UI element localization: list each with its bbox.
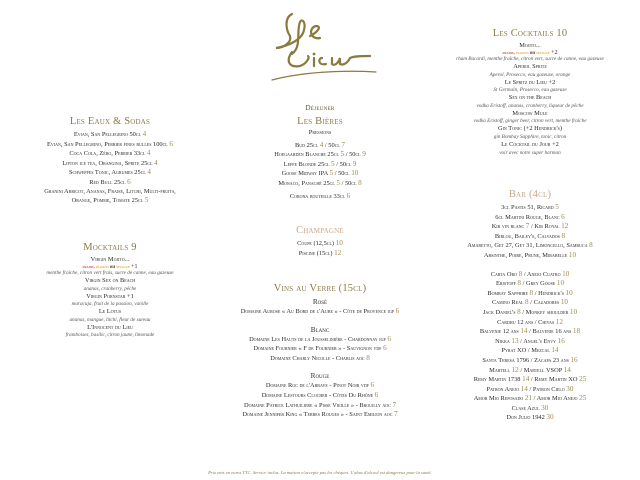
- price: 10: [568, 250, 577, 259]
- cocktail-name: Sex on the Beach: [508, 94, 552, 102]
- bar-item: [420, 289, 640, 299]
- price: 5: [555, 203, 559, 211]
- item-text: ou: [109, 264, 115, 270]
- price: 7: [525, 222, 530, 231]
- item-text: / 50cl: [334, 160, 352, 168]
- price: 5: [144, 196, 149, 205]
- price: 8: [589, 241, 593, 250]
- item-text: Corona bouteille 33cl: [289, 192, 345, 200]
- item-text: fraise,: [502, 50, 515, 56]
- price: 30: [546, 413, 554, 422]
- item-text: / Hendrick's: [533, 289, 564, 297]
- eaux-item: [0, 178, 220, 188]
- cocktail-name: Aperol Spritz: [513, 63, 547, 71]
- item-text: Domaine Charly Nicolle - Chablis aoc: [270, 354, 365, 362]
- price: 9: [352, 159, 357, 168]
- bar-item: [420, 308, 640, 318]
- item-text: / Balvenie 16 ans: [527, 328, 572, 336]
- item-text: 6cl Martini Rouge, Blanc: [495, 213, 560, 221]
- vin-item: [200, 307, 440, 317]
- item-text: Schweppes Tonic, Agrumes 25cl: [68, 169, 146, 177]
- item-text: Santa Teresa 1796 / Zacapa 23 ans: [482, 356, 569, 364]
- price: 6: [383, 344, 387, 353]
- price: 8: [529, 288, 534, 297]
- price: 14: [520, 327, 528, 336]
- price: 12: [561, 222, 569, 231]
- mocktail-desc: ananas, cranberry, pêche: [83, 285, 137, 292]
- price: 8: [358, 178, 362, 187]
- item-text: Absinthe, Poire, Prune, Mirabelle: [483, 251, 568, 259]
- eaux-item: [0, 168, 220, 178]
- bar-item: [420, 298, 640, 308]
- item-text: / Anejo Cuatro: [522, 270, 561, 278]
- price: 12: [334, 248, 342, 257]
- champagne-item: [220, 239, 420, 249]
- item-text: Monaco, Panaché 25cl: [278, 179, 335, 187]
- cocktail-name: Moscow Mule: [512, 109, 548, 117]
- item-text: Martell: [489, 366, 510, 374]
- bar-item: [420, 413, 640, 423]
- item-text: Bud 25cl: [294, 141, 319, 149]
- price: 5: [329, 169, 334, 178]
- cocktail-name: Le Cocktail du Jour +2: [501, 141, 559, 149]
- price: 14: [551, 346, 559, 355]
- item-text: +1: [131, 263, 138, 270]
- item-text: Domaine Lestours Clocher - Côtes Du Rhône: [261, 391, 374, 399]
- price: 14: [563, 365, 571, 374]
- cocktails-title: Les Cocktails 10: [492, 28, 568, 39]
- item-text: / Amor Mio Anejo: [532, 395, 578, 403]
- mocktail-name: Virgin Mojito...: [90, 256, 130, 263]
- price: 6: [346, 191, 351, 200]
- price: 30: [541, 403, 549, 412]
- item-text: Lipton ice tea, Orangina, Sprite 25cl: [62, 159, 153, 167]
- item-text: Pyrat XO / Mezcal: [501, 347, 550, 355]
- eaux-item: [0, 130, 220, 140]
- price: 4: [147, 168, 152, 177]
- item-text: / Kir Royal: [529, 223, 560, 231]
- logo: [262, 6, 378, 86]
- item-text: Amor Mio Reposado: [473, 395, 524, 403]
- bar-item: [420, 404, 640, 414]
- vin-item: [200, 335, 440, 345]
- price: 25: [579, 394, 587, 403]
- cocktail-desc: Aperol, Prosecco, eau gazeuse, orange: [489, 71, 571, 78]
- biere-item: [220, 150, 420, 160]
- price: 8: [518, 269, 523, 278]
- price: 6: [127, 177, 131, 186]
- item-text: Coca Cola, Zéro, Perrier 33cl: [69, 150, 146, 158]
- eaux-item: [0, 196, 220, 206]
- logo-subtitle-text: Déjeuner: [305, 104, 335, 112]
- price: 4: [154, 158, 158, 167]
- bar-item: [420, 232, 640, 242]
- price: 10: [569, 307, 578, 316]
- bar-item: [420, 327, 640, 337]
- item-text: passion: [95, 264, 109, 270]
- price: 7: [393, 410, 398, 419]
- cocktail-desc: gin Bombay Sapphire, tonic, citron: [493, 134, 567, 141]
- price: 12: [555, 317, 563, 326]
- item-text: / 50cl: [323, 141, 340, 149]
- item-text: +2: [551, 49, 558, 56]
- item-text: Domaine Patrice Lathuiliere « Pisse Vieille » - Brouilly aoc: [243, 401, 391, 409]
- vin-item: [200, 401, 440, 411]
- item-text: Kir vin blanc: [491, 223, 525, 231]
- champagne-title: Champagne: [296, 225, 344, 236]
- price: 16: [570, 355, 578, 364]
- item-text: / Angel's Envy: [518, 337, 557, 345]
- item-text: / Grey Goose: [521, 280, 556, 288]
- price: 5: [336, 178, 340, 187]
- item-text: Clase Azul: [511, 404, 540, 412]
- mocktail-name: Le Lotus: [98, 308, 122, 316]
- eaux-item: [0, 159, 220, 169]
- item-text: 3cl Pastis 51, Ricard: [501, 204, 554, 211]
- mocktail-desc: menthe fraîche, citron vert frais, sucre de canne, eau gazeuse: [46, 270, 174, 277]
- cocktail-desc: rhum Bacardi, menthe fraîche, citron vert, sucre de canne, eau gazeuse: [456, 56, 604, 63]
- eaux-section: [0, 116, 220, 206]
- bar-item: [420, 203, 640, 213]
- vins-group-label: Blanc: [310, 325, 330, 334]
- bar-item: [420, 241, 640, 251]
- bar-item: [420, 213, 640, 223]
- bar-item: [420, 270, 640, 280]
- item-text: passion: [515, 50, 529, 56]
- bar-title: Bar (4cl): [508, 189, 552, 200]
- mocktails-section: [0, 242, 220, 338]
- biere-item: [220, 141, 420, 151]
- item-text: / 50cl: [339, 179, 357, 187]
- bar-item: [420, 375, 640, 385]
- cocktail-desc: vodka Eristoff, ananas, cranberry, liqueur de pêche: [476, 102, 584, 109]
- price: 10: [335, 239, 343, 247]
- item-text: Domaine Les Hauts de la Jousselinière - Chardonnay igp: [249, 335, 386, 343]
- item-text: Nikka: [495, 337, 510, 345]
- item-text: mangue: [116, 264, 130, 270]
- bieres-subtitle: Pressions: [308, 129, 332, 136]
- eaux-item: [0, 188, 220, 197]
- price: 9: [362, 150, 366, 159]
- price: 12: [511, 365, 519, 374]
- price: 21: [524, 394, 533, 403]
- vins-section: [200, 283, 440, 420]
- item-text: Amaretto, Get 27, Get 31, Limoncello, Sambuca: [467, 242, 588, 250]
- item-text: Orange, Pomme, Tomate 25cl: [71, 197, 144, 205]
- item-text: Red Bull 25cl: [89, 178, 126, 186]
- item-text: / 50cl: [333, 170, 350, 178]
- item-text: Coupe (12,5cl): [297, 240, 335, 247]
- vins-group-label: Rouge: [310, 372, 330, 381]
- item-text: Goose Midway IPA: [281, 170, 328, 178]
- bar-item: [420, 222, 640, 232]
- price: 10: [562, 269, 570, 278]
- item-text: fraise,: [82, 264, 95, 270]
- price: 7: [392, 400, 397, 409]
- price: 7: [341, 140, 346, 149]
- price: 8: [561, 231, 566, 240]
- cocktail-desc: vodka Eristoff, ginger beer, citron vert, menthe fraîche: [473, 118, 587, 125]
- price: 8: [366, 353, 370, 362]
- bar-item: [420, 337, 640, 347]
- item-text: Domaine Aurose « Au Bord de l'Aube » - Côte de Provence igp: [240, 308, 395, 315]
- item-text: ou: [529, 50, 535, 56]
- mocktail-name: Virgin Sex on Beach: [84, 277, 136, 285]
- item-text: / Monkey shoulder: [520, 308, 569, 316]
- item-text: Patron Anejo: [486, 385, 520, 393]
- cocktail-name: Gin Tonic (+2 Hendrick's): [497, 125, 563, 133]
- vin-item: [200, 391, 440, 401]
- item-text: Evian, San Pellegrino 50cl: [73, 131, 141, 138]
- price: 4: [319, 140, 324, 149]
- item-text: Domaine Fournier « F de Fournier » - Sauvignon vdf: [253, 345, 382, 353]
- item-text: Remy Martin 1738: [473, 376, 521, 384]
- price: 10: [351, 169, 359, 178]
- vin-item: [200, 381, 440, 391]
- item-text: Balvenie 12 ans: [479, 328, 519, 336]
- cocktail-name: Mojito...: [519, 42, 541, 49]
- item-text: / Patron Cielo: [527, 385, 565, 393]
- price: 5: [331, 159, 335, 168]
- price: 4: [142, 130, 147, 138]
- bar-item: [420, 385, 640, 395]
- eaux-title: Les Eaux & Sodas: [69, 116, 151, 127]
- mocktail-name: Virgin Pornstar +1: [86, 292, 134, 300]
- item-text: Camino Real: [491, 299, 524, 307]
- bar-item: [420, 356, 640, 366]
- cocktail-name: Le Spritz du Lieu +2: [504, 78, 556, 86]
- item-text: / Martell VSOP: [518, 366, 563, 374]
- mocktail-desc: ananas, mangue, litchi, fleur de sureau: [69, 316, 151, 323]
- item-text: / 50cl: [344, 151, 361, 159]
- item-text: Birlou, Bailey's, Calvados: [494, 232, 560, 240]
- mocktail-desc: maracuja, fruit de la passion, vanille: [71, 301, 149, 308]
- price: 10: [556, 279, 565, 288]
- eaux-item: [0, 140, 220, 150]
- bar-item: [420, 279, 640, 289]
- price: 6: [374, 390, 379, 399]
- item-text: Jack Daniel's: [482, 308, 516, 316]
- price: 6: [370, 381, 375, 390]
- item-text: Cardhu 12 ans / Chivas: [497, 318, 555, 326]
- item-text: Carta Oro: [490, 270, 518, 278]
- vins-title: Vins au Verre (15cl): [273, 283, 367, 294]
- cocktails-section: [420, 28, 640, 156]
- bar-item: [420, 366, 640, 376]
- price: 25: [579, 375, 587, 384]
- bieres-section: [220, 116, 420, 201]
- mocktail-desc: framboises, basilic, citron jaune, limonade: [65, 332, 155, 339]
- price: 5: [340, 150, 345, 159]
- item-text: Evian, San Pellegrino, Perrier fines bulles 100cl: [47, 140, 168, 148]
- price: 16: [557, 336, 565, 345]
- price: 30: [566, 384, 574, 393]
- mocktails-title: Mocktails 9: [83, 242, 137, 253]
- price: 10: [560, 298, 569, 307]
- item-text: Eristoff: [495, 280, 516, 288]
- eaux-list: [0, 130, 220, 206]
- price: 14: [520, 384, 528, 393]
- item-text: Don Julio 1942: [506, 414, 545, 422]
- price: 10: [565, 288, 573, 297]
- price: 18: [572, 327, 581, 336]
- eaux-item: [0, 149, 220, 159]
- footer-disclaimer: Prix nets en euros TTC. Service inclus. La maison n'accepte pas les chèques. L'abus d'alcool est dangereux pour la santé.: [208, 470, 432, 475]
- cocktail-desc: voir avec notre super barman: [499, 149, 561, 156]
- biere-item: [220, 169, 420, 179]
- item-text: Hoegaarden Blanche 25cl: [274, 151, 339, 159]
- vin-item: [200, 344, 440, 354]
- item-text: Domaine Roc de l'Abbaye - Pinot Noir vdf: [265, 382, 369, 390]
- vin-item: [200, 410, 440, 420]
- item-text: / Cazadores: [528, 299, 560, 307]
- item-text: Leffe Blonde 25cl: [283, 160, 330, 168]
- bar-item: [420, 394, 640, 404]
- bar-item: [420, 346, 640, 356]
- price: 14: [522, 375, 530, 384]
- vins-group-label: Rosé: [312, 298, 328, 306]
- mocktail-name: L'Innocent du Lieu: [87, 323, 133, 331]
- item-text: Domaine Jennifer King « Terres Rouges » - Saint Emilion aoc: [242, 411, 393, 419]
- item-text: mangue: [536, 50, 550, 56]
- price: 8: [525, 298, 529, 307]
- bar-item: [420, 251, 640, 261]
- price: 8: [517, 279, 521, 288]
- bar-section: [420, 189, 640, 423]
- item-text: Bombay Sapphire: [487, 289, 528, 297]
- price: 6: [169, 139, 173, 148]
- item-text: Piscine (15cl): [298, 249, 333, 257]
- biere-item: [220, 179, 420, 189]
- biere-bottle: [220, 192, 420, 202]
- bieres-title: Les Bières: [297, 116, 343, 127]
- champagne-item: [220, 249, 420, 259]
- le-lieu-script-logo: [262, 6, 378, 86]
- price: 6: [387, 334, 391, 343]
- cocktail-desc: St Germain, Prosecco, eau gazeuse: [493, 87, 567, 94]
- biere-item: [220, 160, 420, 170]
- price: 13: [511, 336, 519, 345]
- item-text: / Remy Martin XO: [529, 376, 578, 384]
- price: 6: [395, 307, 400, 315]
- vin-item: [200, 354, 440, 364]
- item-text: Granini Abricot, Ananas, Fraise, Litchi, Multi-fruits,: [44, 187, 176, 195]
- price: 6: [561, 212, 565, 221]
- champagne-section: [220, 225, 420, 258]
- bar-item: [420, 318, 640, 328]
- price: 8: [517, 307, 521, 316]
- price: 4: [146, 149, 151, 158]
